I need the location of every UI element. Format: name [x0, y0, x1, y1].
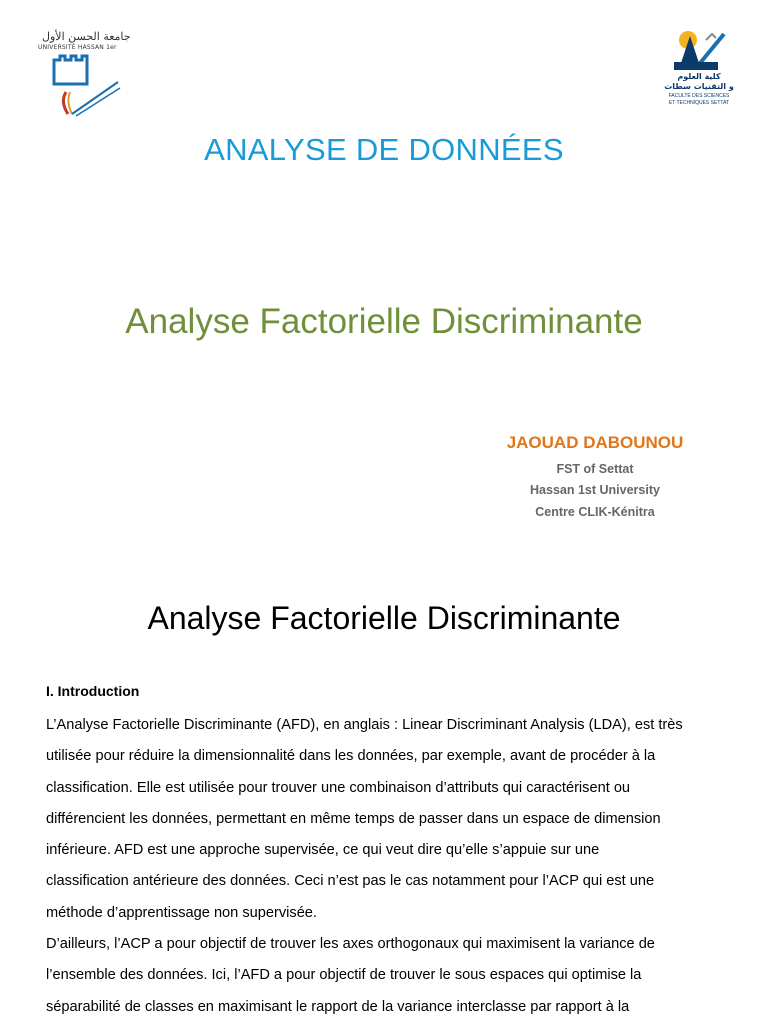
paragraph-acp-comparison [46, 929, 726, 1023]
author-name: JAOUAD DABOUNOU [506, 433, 684, 452]
section-title: Analyse Factorielle Discriminante [147, 600, 621, 636]
text-line: L’Analyse Factorielle Discriminante (AFD), en anglais : Linear Discriminant Analysis (LDA), est très [46, 717, 683, 733]
affiliation-line: FST of Settat [556, 462, 634, 476]
paragraph-introduction [46, 710, 726, 929]
text-line: classification. Elle est utilisée pour trouver une combinaison d’attributs qui caractérisent ou [46, 779, 631, 796]
section-heading: I. Introduction [46, 683, 140, 699]
faculty-emblem-icon [666, 26, 730, 72]
text-line: séparabilité de classes en maximisant le rapport de la variance interclasse par rapport à la [46, 998, 630, 1015]
faculty-latin-line1: FACULTÉ DES SCIENCES [668, 93, 730, 99]
page-subtitle: Analyse Factorielle Discriminante [125, 302, 643, 341]
text-line: méthode d’apprentissage non supervisée. [46, 904, 317, 921]
text-line: différencient les données, permettant en même temps de passer dans un espace de dimension [46, 810, 661, 827]
text-line: utilisée pour réduire la dimensionnalité dans les données, par exemple, avant de procéder à la [46, 748, 656, 765]
faculty-latin-line2: ET TECHNIQUES SETTAT [668, 100, 730, 106]
affiliation-line: Hassan 1st University [530, 483, 660, 497]
faculty-logo [658, 26, 738, 112]
page-title: ANALYSE DE DONNÉES [204, 132, 564, 167]
university-latin-name: UNIVERSITÉ HASSAN 1er [38, 44, 117, 51]
affiliation-line: Centre CLIK-Kénitra [535, 505, 655, 519]
text-line: D’ailleurs, l’ACP a pour objectif de trouver les axes orthogonaux qui maximisent la variance de [46, 936, 655, 952]
university-logo [32, 26, 131, 122]
university-arabic-name: جامعة الحسن الأول [42, 30, 131, 43]
text-line: classification antérieure des données. Ceci n’est pas le cas notamment pour l’ACP qui est une [46, 873, 655, 890]
text-line: l’ensemble des données. Ici, l’AFD a pour objectif de trouver le sous espaces qui optimise la [46, 967, 642, 984]
faculty-arabic-line1: كلية العلوم [677, 72, 721, 81]
faculty-arabic-line2: و التقنيات سطات [664, 82, 734, 91]
university-emblem-icon [32, 52, 124, 122]
text-line: inférieure. AFD est une approche supervisée, ce qui veut dire qu’elle s’appuie sur une [46, 842, 600, 859]
